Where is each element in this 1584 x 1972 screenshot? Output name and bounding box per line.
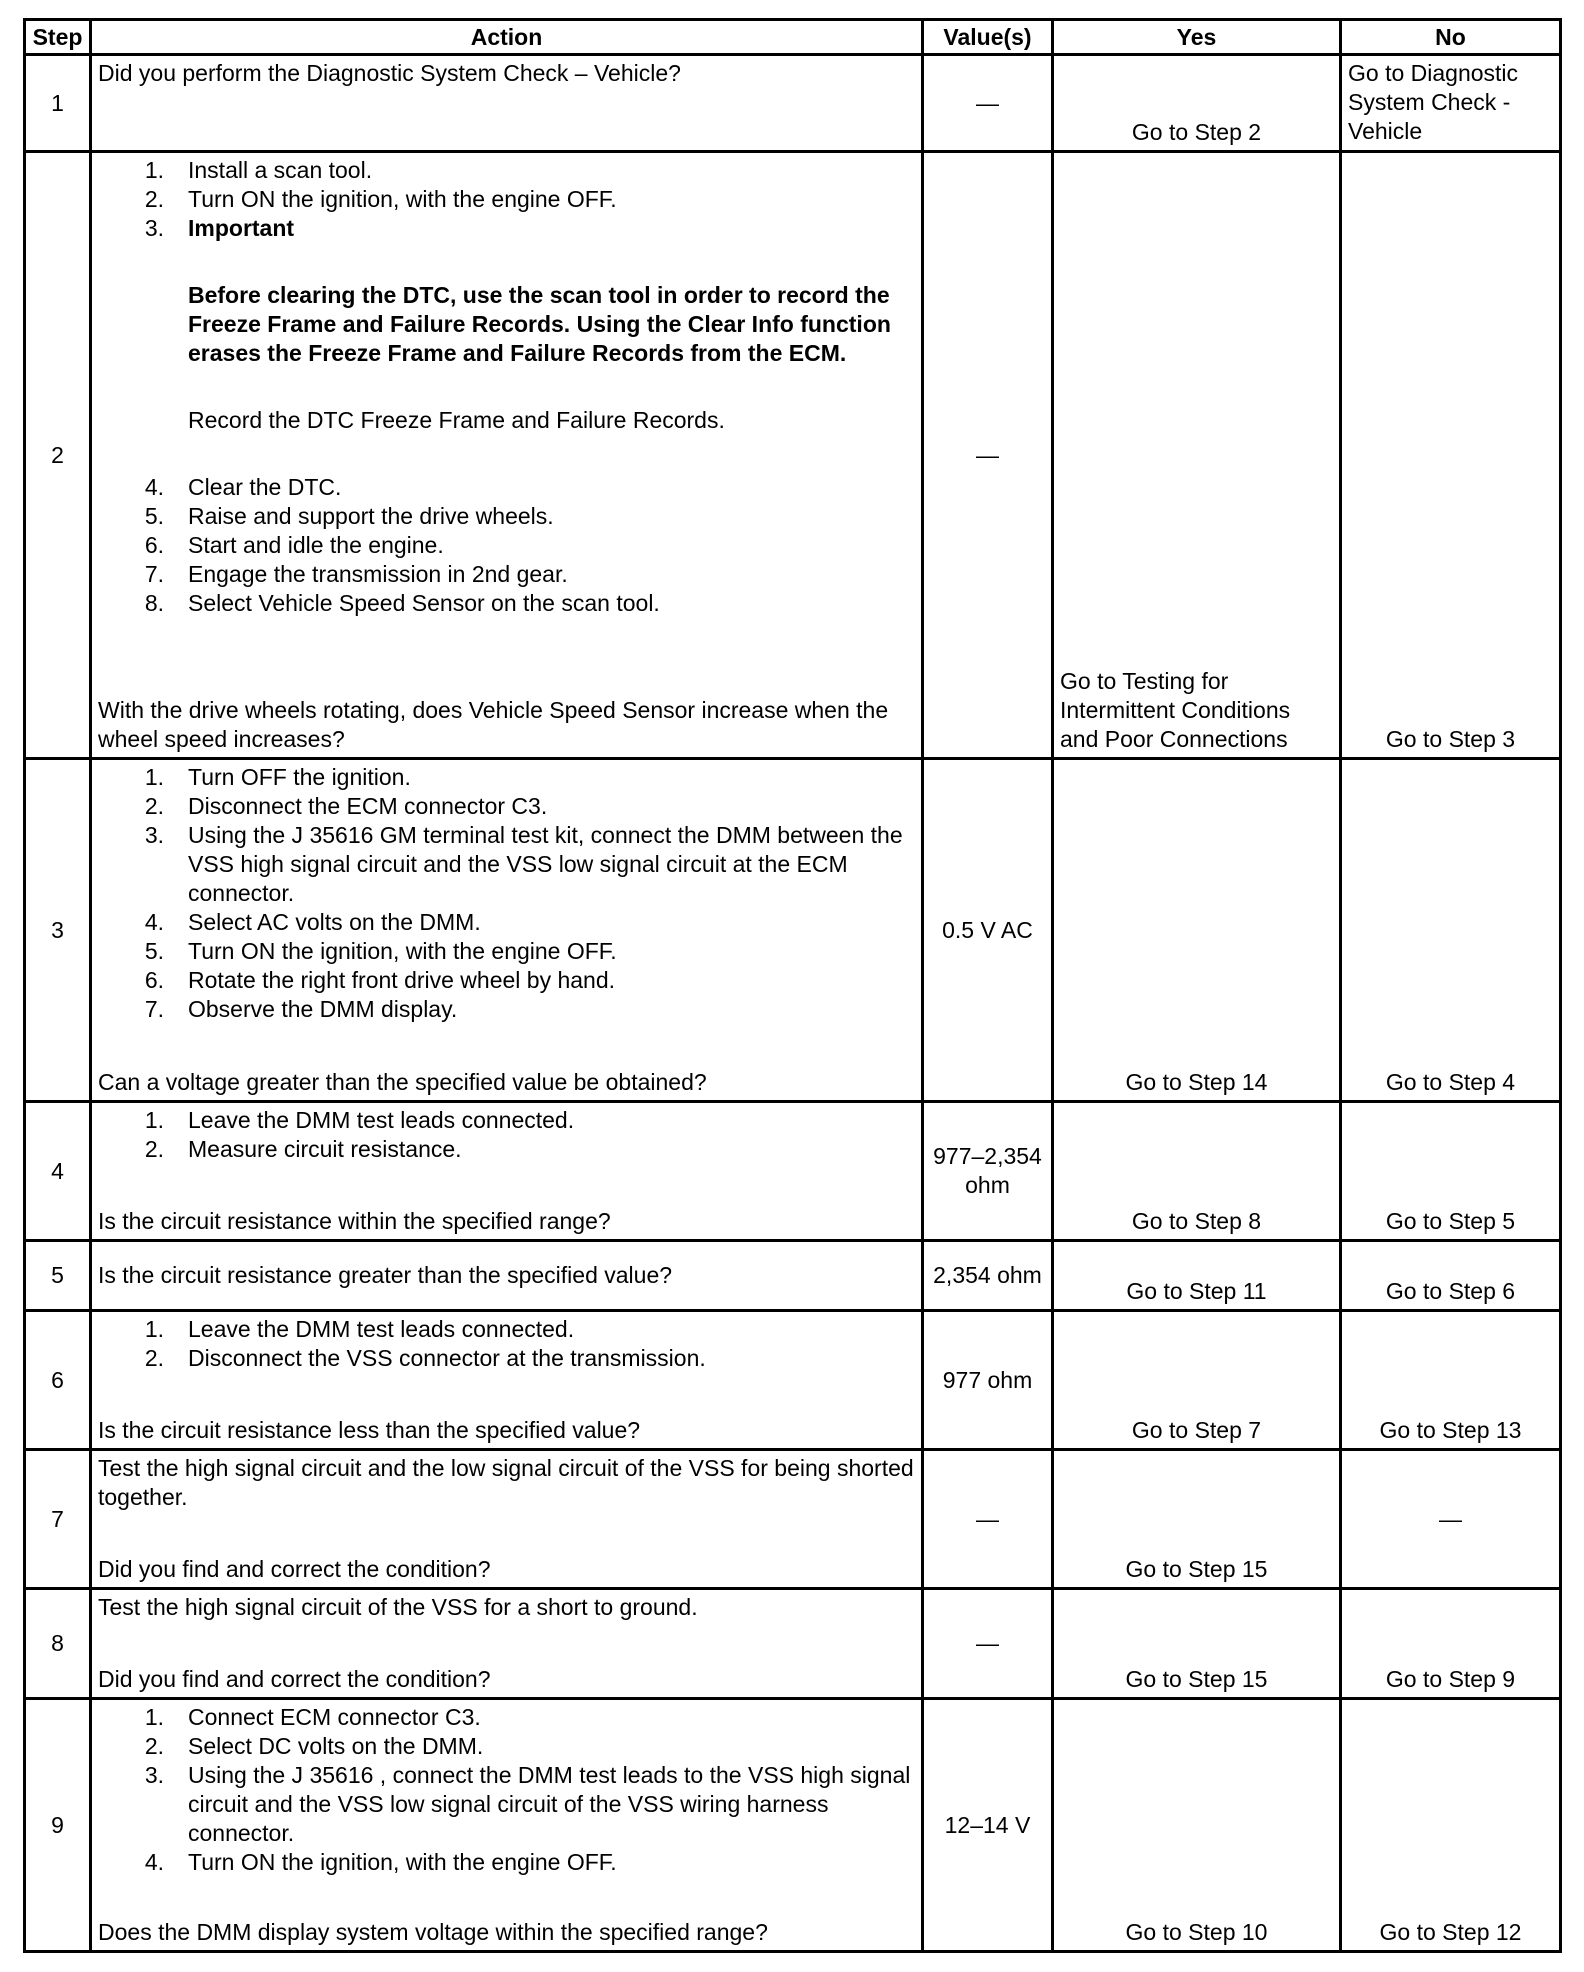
procedure-list bbox=[98, 1106, 915, 1164]
procedure-list bbox=[98, 763, 915, 1024]
step-number: 9 bbox=[25, 1699, 91, 1952]
list-item: 1. Turn OFF the ignition. bbox=[144, 764, 411, 790]
action-cell bbox=[91, 55, 923, 152]
yes-cell: Go to Testing for Intermittent Conditions and Poor Connections bbox=[1053, 152, 1341, 759]
no-cell: Go to Step 4 bbox=[1341, 759, 1561, 1102]
no-cell: Go to Step 12 bbox=[1341, 1699, 1561, 1952]
list-item: 2. Disconnect the VSS connector at the transmission. bbox=[144, 1345, 706, 1371]
step-number: 2 bbox=[25, 152, 91, 759]
procedure-list bbox=[98, 1703, 915, 1877]
table-row-step-9 bbox=[25, 1699, 1561, 1952]
yes-cell: Go to Step 11 bbox=[1053, 1241, 1341, 1311]
question-text: Did you find and correct the condition? bbox=[98, 1556, 491, 1582]
yes-cell: Go to Step 7 bbox=[1053, 1311, 1341, 1450]
question-text: Can a voltage greater than the specified value be obtained? bbox=[98, 1069, 707, 1095]
table-row-step-7 bbox=[25, 1450, 1561, 1589]
list-item: 1. Leave the DMM test leads connected. bbox=[144, 1316, 575, 1342]
value-cell: 12–14 V bbox=[923, 1699, 1053, 1952]
action-text: Test the high signal circuit of the VSS for a short to ground. bbox=[98, 1594, 698, 1620]
action-cell bbox=[91, 759, 923, 1102]
action-cell bbox=[91, 1589, 923, 1699]
list-item: 4. Clear the DTC. bbox=[144, 474, 342, 500]
step-number: 7 bbox=[25, 1450, 91, 1589]
yes-cell: Go to Step 2 bbox=[1053, 55, 1341, 152]
no-cell: Go to Step 6 bbox=[1341, 1241, 1561, 1311]
header-step: Step bbox=[25, 20, 91, 55]
header-yes: Yes bbox=[1053, 20, 1341, 55]
list-item: 3. Using the J 35616 , connect the DMM test leads to the VSS high signal circuit and the VSS low signal circuit of the VSS wiring harness connector. bbox=[144, 1762, 911, 1846]
action-cell bbox=[91, 1450, 923, 1589]
list-item: 6. Rotate the right front drive wheel by hand. bbox=[144, 967, 616, 993]
list-item: 4. Select AC volts on the DMM. bbox=[144, 909, 481, 935]
list-item: 3. Important bbox=[144, 215, 295, 241]
list-item: 8. Select Vehicle Speed Sensor on the scan tool. bbox=[144, 590, 660, 616]
list-item: 2. Measure circuit resistance. bbox=[144, 1136, 462, 1162]
question-text: Did you find and correct the condition? bbox=[98, 1666, 491, 1692]
list-item: 7. Engage the transmission in 2nd gear. bbox=[144, 561, 568, 587]
value-cell: 2,354 ohm bbox=[923, 1241, 1053, 1311]
action-cell bbox=[91, 1241, 923, 1311]
step-number: 1 bbox=[25, 55, 91, 152]
step-number: 3 bbox=[25, 759, 91, 1102]
value-cell: — bbox=[923, 1589, 1053, 1699]
action-text: Did you perform the Diagnostic System Check – Vehicle? bbox=[98, 60, 681, 86]
list-item: 1. Leave the DMM test leads connected. bbox=[144, 1107, 575, 1133]
list-item: 6. Start and idle the engine. bbox=[144, 532, 444, 558]
yes-cell: Go to Step 15 bbox=[1053, 1589, 1341, 1699]
question-text: Does the DMM display system voltage within the specified range? bbox=[98, 1919, 768, 1945]
step-number: 8 bbox=[25, 1589, 91, 1699]
procedure-list bbox=[98, 473, 915, 618]
list-item: 5. Raise and support the drive wheels. bbox=[144, 503, 554, 529]
question-text: With the drive wheels rotating, does Vehicle Speed Sensor increase when the wheel speed increases? bbox=[98, 697, 889, 752]
list-item: 2. Disconnect the ECM connector C3. bbox=[144, 793, 548, 819]
list-item: 7. Observe the DMM display. bbox=[144, 996, 458, 1022]
table-row-step-1 bbox=[25, 55, 1561, 152]
yes-cell: Go to Step 8 bbox=[1053, 1102, 1341, 1241]
table-row-step-3 bbox=[25, 759, 1561, 1102]
question-text: Is the circuit resistance within the specified range? bbox=[98, 1208, 611, 1234]
action-cell bbox=[91, 152, 923, 759]
diagnostic-table bbox=[23, 18, 1562, 1953]
table-row-step-6 bbox=[25, 1311, 1561, 1450]
no-cell: Go to Step 13 bbox=[1341, 1311, 1561, 1450]
important-note: Before clearing the DTC, use the scan tool in order to record the Freeze Frame and Failure Records. Using the Clear Info function erases the Freeze Frame and Failure Records from the ECM. bbox=[188, 282, 891, 366]
action-text: Test the high signal circuit and the low signal circuit of the VSS for being shorted together. bbox=[98, 1455, 914, 1510]
yes-cell: Go to Step 14 bbox=[1053, 759, 1341, 1102]
header-action: Action bbox=[91, 20, 923, 55]
value-cell: — bbox=[923, 55, 1053, 152]
header-values: Value(s) bbox=[923, 20, 1053, 55]
header-row bbox=[25, 20, 1561, 55]
yes-cell: Go to Step 15 bbox=[1053, 1450, 1341, 1589]
action-text: Is the circuit resistance greater than the specified value? bbox=[98, 1262, 673, 1288]
action-cell bbox=[91, 1311, 923, 1450]
value-cell: 977–2,354 ohm bbox=[923, 1102, 1053, 1241]
value-cell: — bbox=[923, 1450, 1053, 1589]
yes-cell: Go to Step 10 bbox=[1053, 1699, 1341, 1952]
list-item: 4. Turn ON the ignition, with the engine OFF. bbox=[144, 1849, 617, 1875]
table-row-step-4 bbox=[25, 1102, 1561, 1241]
list-item: 3. Using the J 35616 GM terminal test kit, connect the DMM between the VSS high signal circuit and the VSS low signal circuit at the ECM connector. bbox=[144, 822, 903, 906]
list-item: 1. Install a scan tool. bbox=[144, 157, 373, 183]
list-item: 5. Turn ON the ignition, with the engine OFF. bbox=[144, 938, 617, 964]
no-cell: Go to Diagnostic System Check - Vehicle bbox=[1341, 55, 1561, 152]
action-cell bbox=[91, 1102, 923, 1241]
no-cell: Go to Step 5 bbox=[1341, 1102, 1561, 1241]
question-text: Is the circuit resistance less than the specified value? bbox=[98, 1417, 641, 1443]
procedure-list bbox=[98, 1315, 915, 1373]
list-item: 1. Connect ECM connector C3. bbox=[144, 1704, 481, 1730]
action-cell bbox=[91, 1699, 923, 1952]
step-number: 4 bbox=[25, 1102, 91, 1241]
step-number: 6 bbox=[25, 1311, 91, 1450]
step-number: 5 bbox=[25, 1241, 91, 1311]
table-row-step-5 bbox=[25, 1241, 1561, 1311]
table-row-step-8 bbox=[25, 1589, 1561, 1699]
header-no: No bbox=[1341, 20, 1561, 55]
value-cell: 977 ohm bbox=[923, 1311, 1053, 1450]
list-item: 2. Select DC volts on the DMM. bbox=[144, 1733, 484, 1759]
no-cell: Go to Step 9 bbox=[1341, 1589, 1561, 1699]
procedure-list bbox=[98, 156, 915, 243]
list-item: 2. Turn ON the ignition, with the engine OFF. bbox=[144, 186, 617, 212]
value-cell: 0.5 V AC bbox=[923, 759, 1053, 1102]
no-cell: — bbox=[1341, 1450, 1561, 1589]
table-row-step-2 bbox=[25, 152, 1561, 759]
no-cell: Go to Step 3 bbox=[1341, 152, 1561, 759]
record-note: Record the DTC Freeze Frame and Failure Records. bbox=[188, 407, 725, 433]
value-cell: — bbox=[923, 152, 1053, 759]
